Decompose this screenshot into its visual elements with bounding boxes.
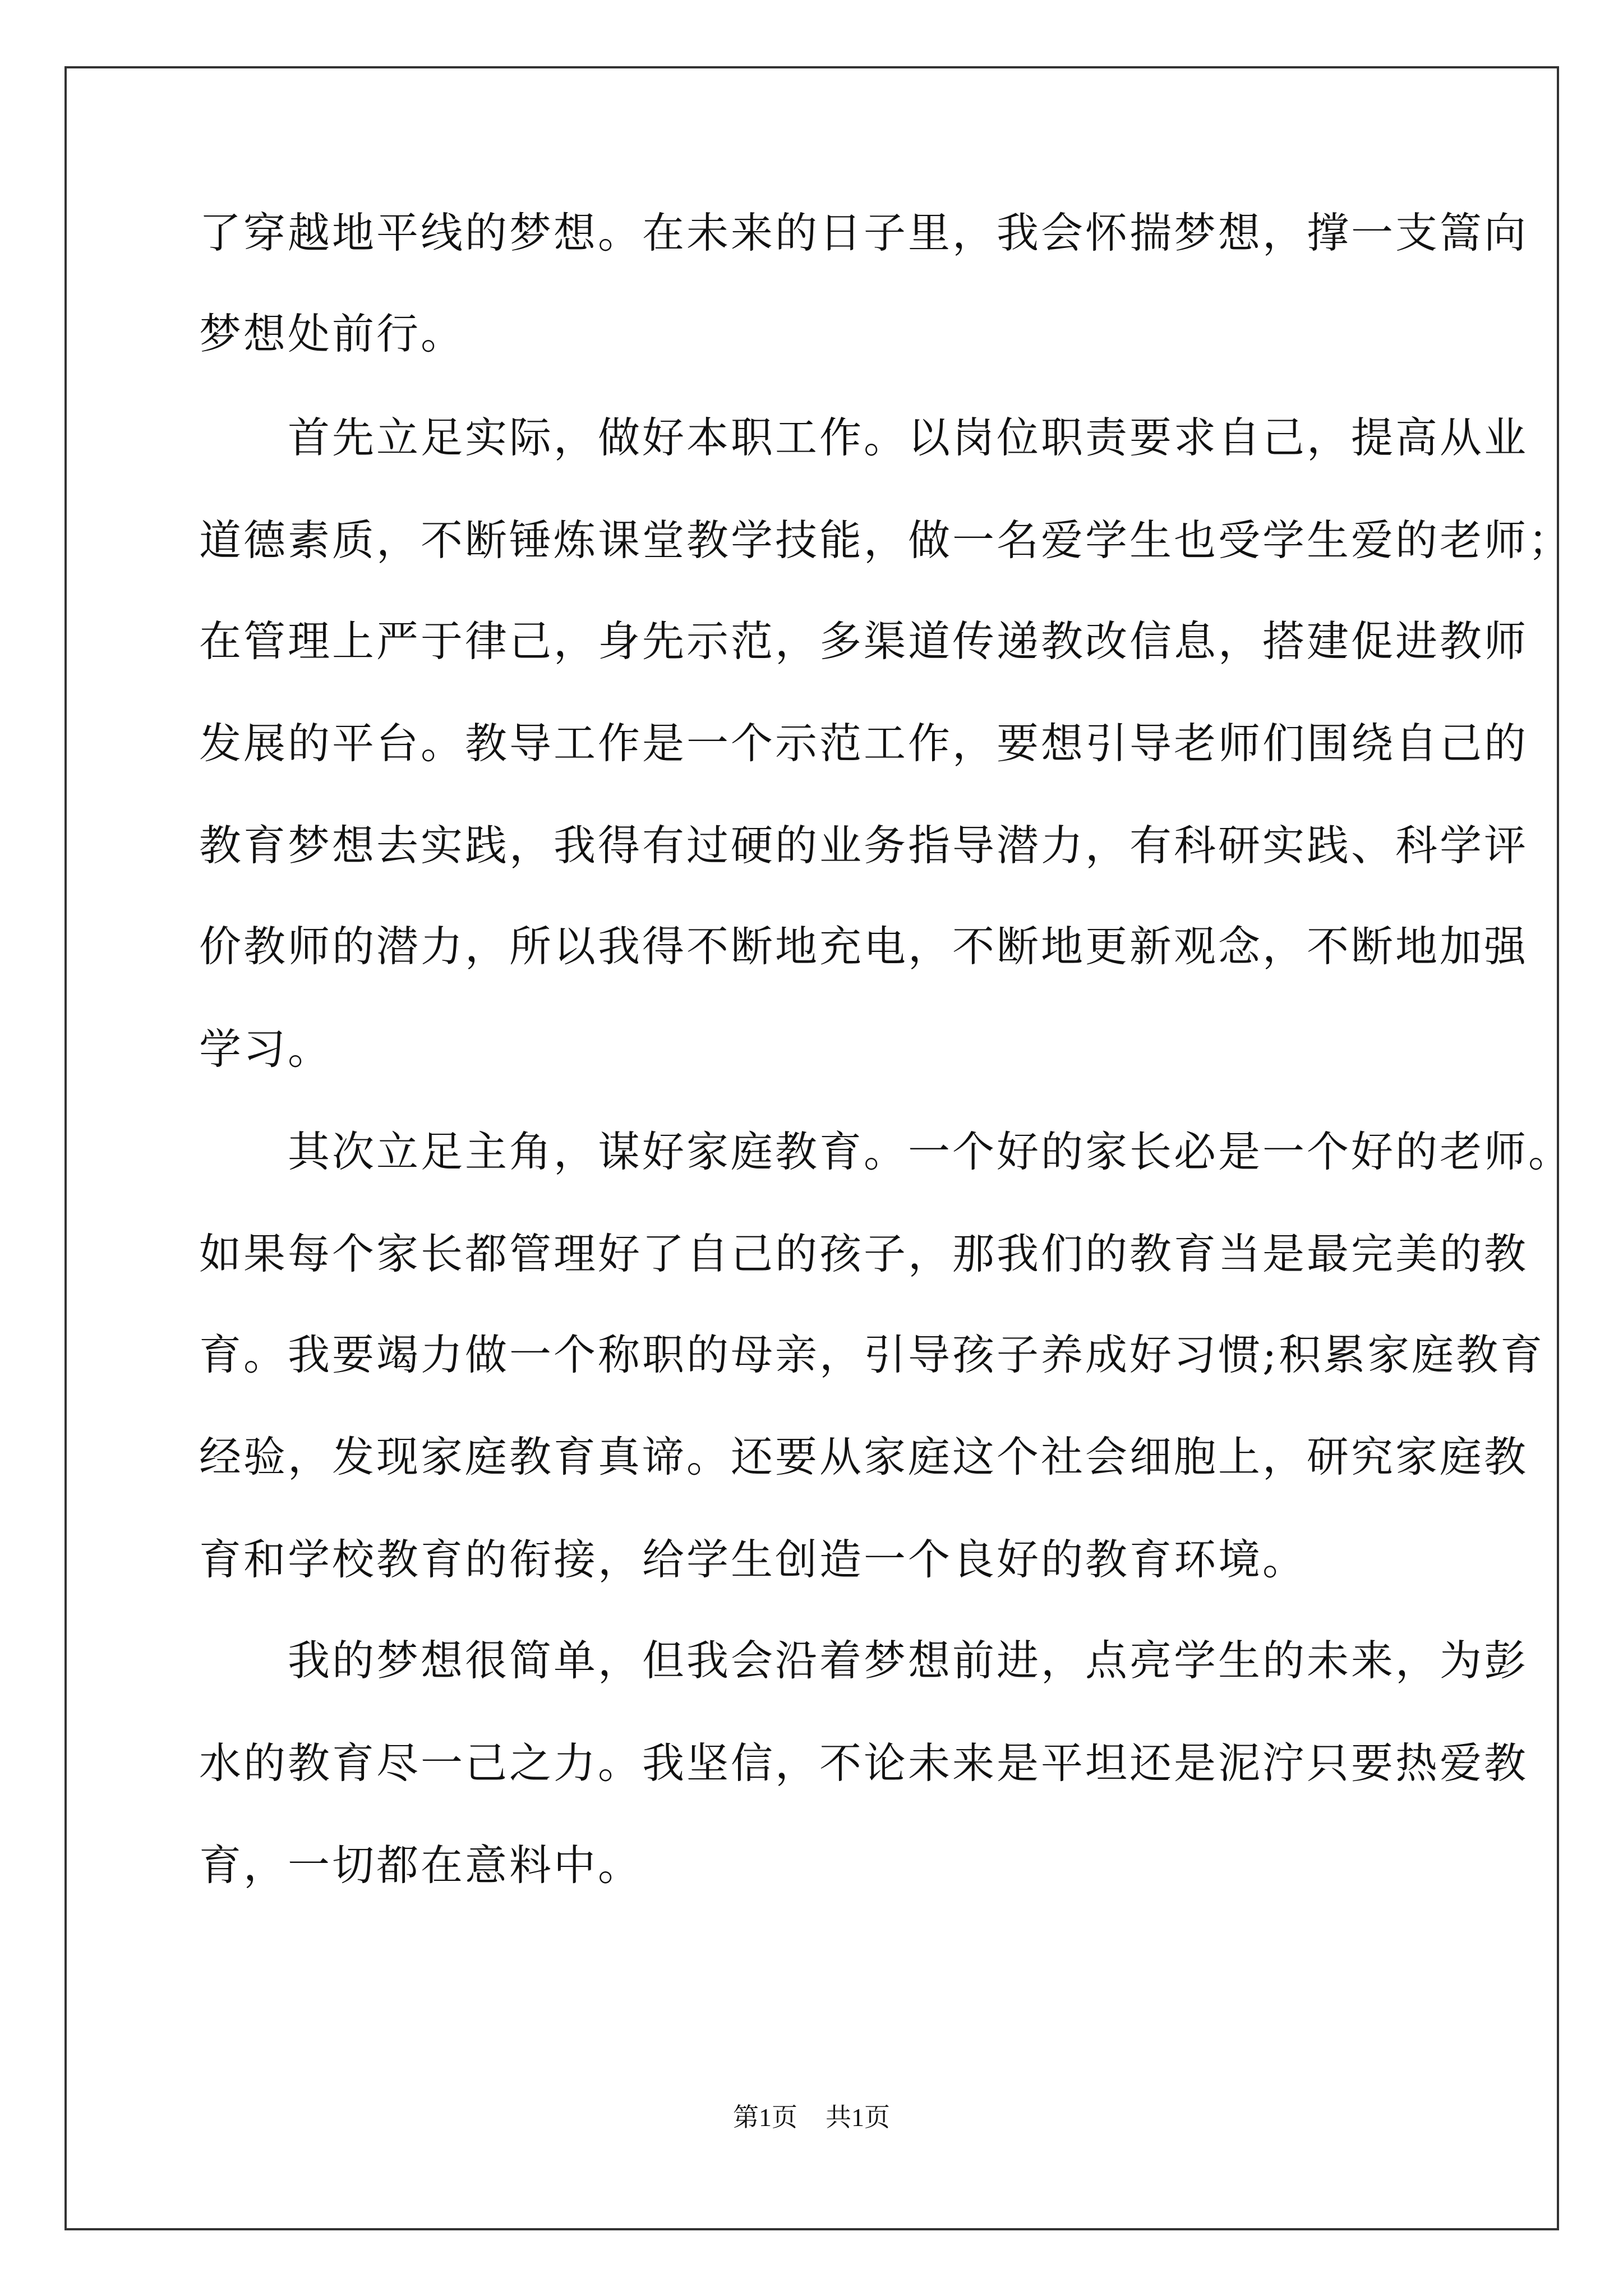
text-line: 我的梦想很简单，但我会沿着梦想前进，点亮学生的未来，为彭: [199, 1636, 1529, 1685]
text-line: 教育梦想去实践，我得有过硬的业务指导潜力，有科研实践、科学评: [199, 821, 1529, 870]
page-total: 共1页: [826, 2103, 890, 2132]
text-line: 发展的平台。教导工作是一个示范工作，要想引导老师们围绕自己的: [199, 719, 1529, 768]
page-footer: [0, 2101, 1623, 2134]
text-line: 水的教育尽一己之力。我坚信，不论未来是平坦还是泥泞只要热爱教: [199, 1738, 1529, 1788]
text-line: 学习。: [199, 1024, 333, 1074]
text-line: 了穿越地平线的梦想。在未来的日子里，我会怀揣梦想，撑一支篙向: [199, 208, 1529, 257]
text-line: 价教师的潜力，所以我得不断地充电，不断地更新观念，不断地加强: [199, 922, 1529, 971]
text-line: 育和学校教育的衔接，给学生创造一个良好的教育环境。: [199, 1535, 1307, 1584]
text-line: 在管理上严于律己，身先示范，多渠道传递教改信息，搭建促进教师: [199, 616, 1529, 666]
text-line: 道德素质，不断锤炼课堂教学技能，做一名爱学生也受学生爱的老师；: [199, 516, 1573, 565]
text-line: 梦想处前行。: [199, 309, 465, 358]
text-line: 育，一切都在意料中。: [199, 1841, 643, 1890]
text-line: 如果每个家长都管理好了自己的孩子，那我们的教育当是最完美的教: [199, 1229, 1529, 1278]
text-line: 育。我要竭力做一个称职的母亲，引导孩子养成好习惯;积累家庭教育: [199, 1330, 1545, 1379]
page-number: 第1页: [733, 2103, 797, 2132]
text-line: 首先立足实际，做好本职工作。以岗位职责要求自己，提高从业: [199, 413, 1529, 462]
text-line: 经验，发现家庭教育真谛。还要从家庭这个社会细胞上，研究家庭教: [199, 1432, 1529, 1481]
text-line: 其次立足主角，谋好家庭教育。一个好的家长必是一个好的老师。: [199, 1127, 1573, 1176]
